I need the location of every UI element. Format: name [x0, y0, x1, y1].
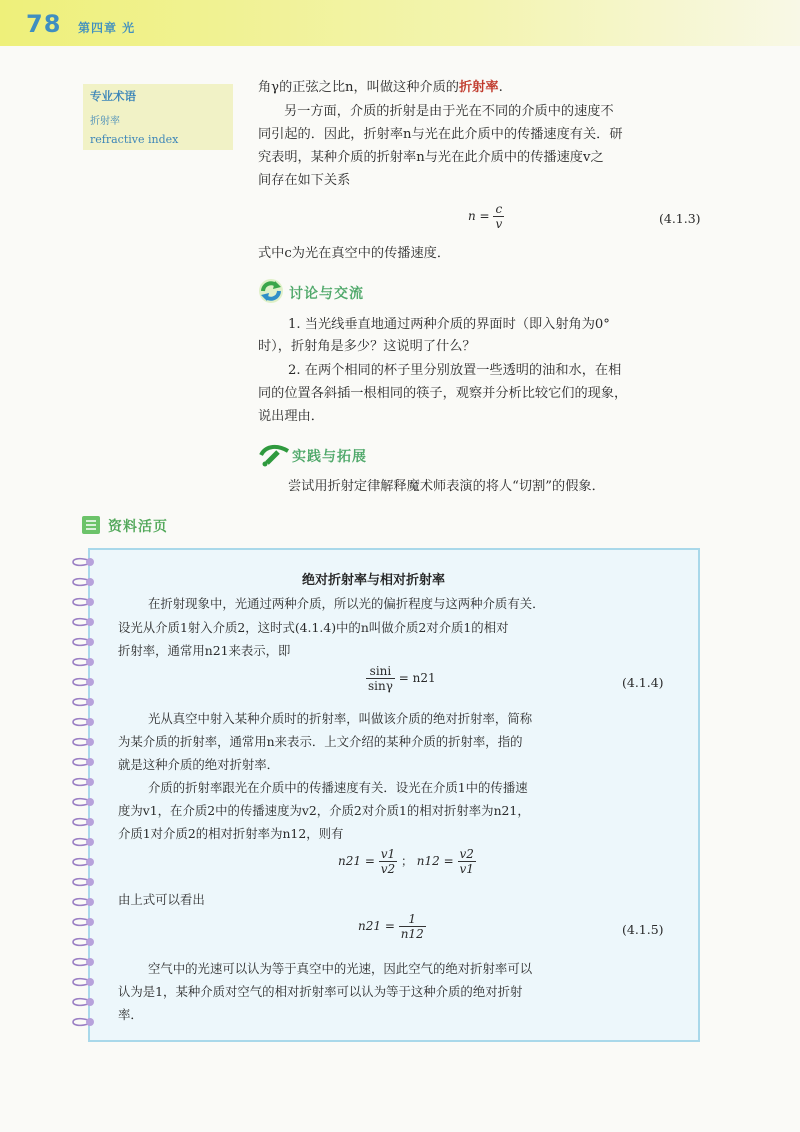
main-para2-line: 间存在如下关系 [258, 173, 351, 188]
info-notebook-icon [80, 514, 102, 536]
discussion-title: 讨论与交流 [289, 286, 364, 302]
main-para2-line: 另一方面，介质的折射是由于光在不同的介质中的速度不 [284, 104, 614, 119]
info-p3-line: 介质的折射率跟光在介质中的传播速度有关．设光在介质1中的传播速 [148, 780, 528, 795]
equation-number: (4.1.5) [622, 922, 664, 937]
page-number: 78 [26, 10, 62, 38]
info-title: 绝对折射率与相对折射率 [302, 573, 446, 588]
discussion-cycle-icon [258, 278, 284, 304]
info-p1-line: 在折射现象中，光通过两种介质，所以光的偏折程度与这两种介质有关． [148, 596, 545, 611]
info-p2-line: 光从真空中射入某种介质时的折射率，叫做该介质的绝对折射率，简称 [148, 711, 533, 726]
info-p2-line: 为某介质的折射率，通常用n来表示．上文介绍的某种介质的折射率，指的 [118, 734, 523, 749]
practice-pipette-icon [258, 443, 292, 467]
spiral-binding-icon [62, 548, 96, 1038]
equation-4-1-4: $\frac{\sin i}{\sin\gamma}$ = n21 [368, 664, 436, 693]
practice-title: 实践与拓展 [292, 449, 367, 465]
info-p1-line: 折射率，通常用n21来表示，即 [118, 643, 291, 658]
equation-4-1-3: n = $\frac{c}{v}$ [468, 202, 503, 231]
main-after-eq: 式中c为光在真空中的传播速度． [258, 246, 451, 261]
info-p1-line: 设光从介质1射入介质2，这时式(4.1.4)中的n叫做介质2对介质1的相对 [118, 620, 509, 635]
equation-number: (4.1.3) [659, 211, 701, 226]
info-p5-line: 率． [118, 1007, 143, 1022]
info-p5-line: 空气中的光速可以认为等于真空中的光速，因此空气的绝对折射率可以 [148, 961, 533, 976]
chapter-title: 第四章 光 [78, 21, 136, 35]
glossary-term-zh: 折射率 [90, 116, 120, 127]
practice-text: 尝试用折射定律解释魔术师表演的将人“切割”的假象． [288, 479, 605, 494]
equation-4-1-5: n21 = $\frac{1}{n12}$ [358, 912, 424, 941]
info-p4: 由上式可以看出 [118, 892, 205, 907]
main-para2-line: 究表明，某种介质的折射率n与光在此介质中的传播速度v之 [258, 150, 604, 165]
info-p3-line: 介质1对介质2的相对折射率为n12，则有 [118, 826, 344, 841]
key-term-refractive-index: 折射率 [459, 80, 499, 95]
discussion-line: 时），折射角是多少？这说明了什么？ [258, 339, 476, 354]
equation-number: (4.1.4) [622, 675, 664, 690]
info-p5-line: 认为是1，某种介质对空气的相对折射率可以认为等于这种介质的绝对折射 [118, 984, 523, 999]
main-line-1: 角γ的正弦之比n，叫做这种介质的折射率. [258, 80, 503, 95]
glossary-title: 专业术语 [90, 89, 136, 103]
info-label: 资料活页 [108, 519, 168, 535]
equation-relative-indices: n21 = $\frac{v1}{v2}$ ； n12 = $\frac{v2}{v1}$ [338, 847, 474, 876]
discussion-line: 同的位置各斜插一根相同的筷子，观察并分析比较它们的现象， [258, 386, 628, 401]
discussion-line: 2. 在两个相同的杯子里分别放置一些透明的油和水，在相 [288, 363, 622, 378]
main-para2-line: 同引起的．因此，折射率n与光在此介质中的传播速度有关．研 [258, 127, 623, 142]
glossary-term-en: refractive index [90, 133, 179, 146]
discussion-line: 说出理由． [258, 409, 324, 424]
info-p2-line: 就是这种介质的绝对折射率． [118, 757, 280, 772]
discussion-line: 1. 当光线垂直地通过两种介质的界面时（即入射角为0° [288, 317, 610, 332]
info-p3-line: 度为v1，在介质2中的传播速度为v2，介质2对介质1的相对折射率为n21， [118, 803, 530, 818]
